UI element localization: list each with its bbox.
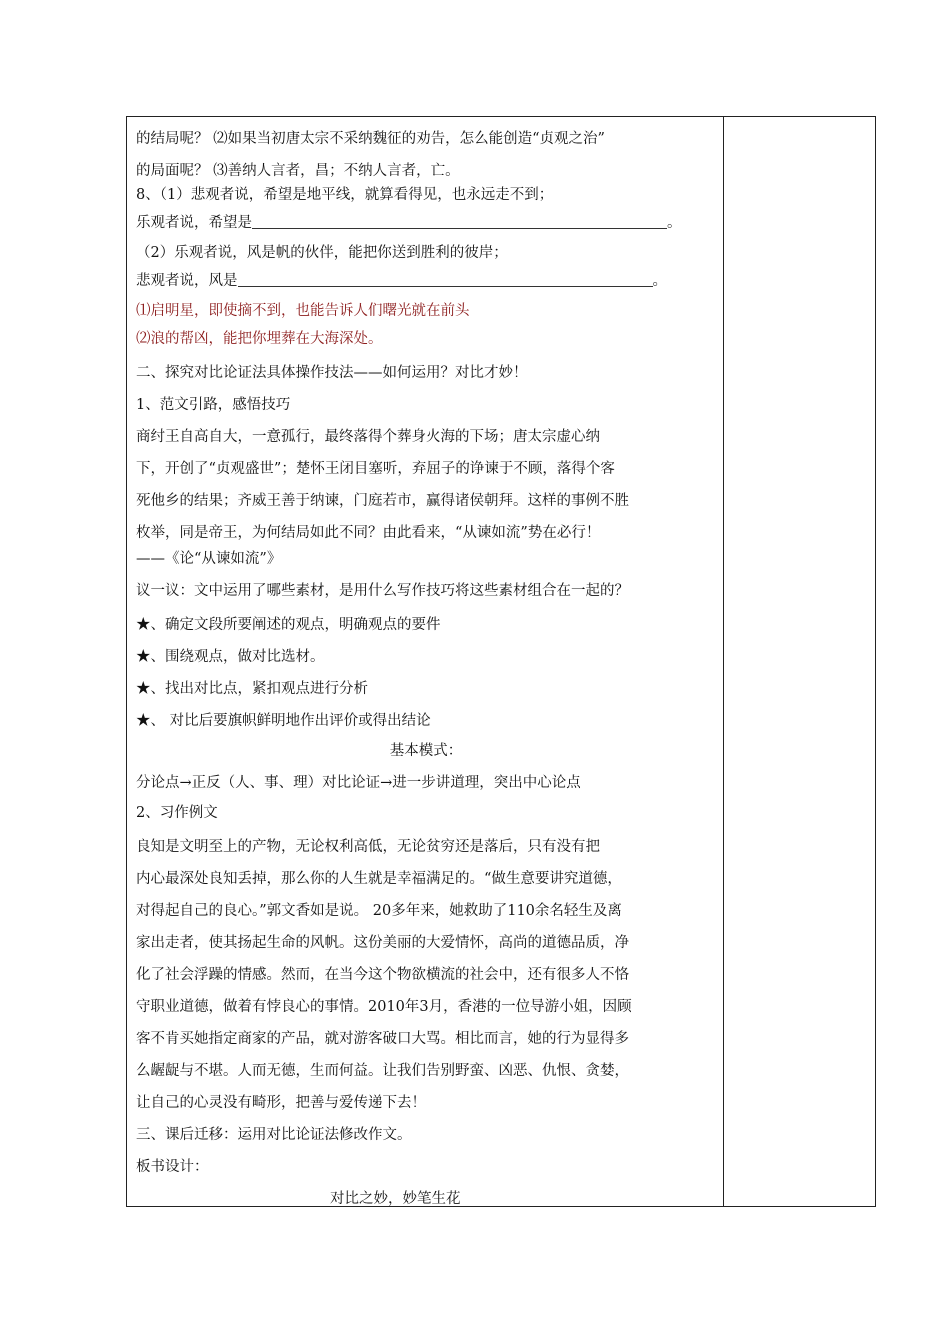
question-8-part-1: 8、（1）悲观者说，希望是地平线，就算看得见，也永远走不到； [136,187,554,203]
text-line: 的结局呢？ ⑵如果当初唐太宗不采纳魏征的劝告，怎么能创造“贞观之治” [136,131,605,147]
subheading-2: 2、习作例文 [136,805,218,821]
text-line: 对得起自己的良心。”郭文香如是说。 20多年来，她救助了110余名轻生及离 [136,903,622,919]
basic-pattern-title: 基本模式： [389,743,463,759]
text-line: 的局面呢？ ⑶善纳人言者，昌；不纳人言者，亡。 [136,163,460,179]
text-line: 死他乡的结果；齐威王善于纳谏，门庭若市，赢得诸侯朝拜。这样的事例不胜 [136,493,629,509]
discussion-prompt: 议一议：文中运用了哪些素材，是用什么写作技巧将这些素材组合在一起的？ [136,583,629,599]
bullet-point: ★、 对比后要旗帜鲜明地作出评价或得出结论 [136,713,431,729]
answer-blank[interactable] [238,271,653,287]
answer-1: ⑴启明星，即使摘不到，也能告诉人们曙光就在前头 [136,303,470,319]
text-line: 么龌龊与不堪。人而无德，生而何益。让我们告别野蛮、凶恶、仇恨、贪婪， [136,1063,629,1079]
subheading-1: 1、范文引路，感悟技巧 [136,397,291,413]
text-line: 化了社会浮躁的情感。然而，在当今这个物欲横流的社会中，还有很多人不恪 [136,967,629,983]
section-2-heading: 二、探究对比论证法具体操作技法——如何运用？对比才妙！ [136,365,528,381]
fill-in-suffix: 。 [652,273,667,289]
text-line: 商纣王自高自大，一意孤行，最终落得个葬身火海的下场；唐太宗虚心纳 [136,429,600,445]
bullet-point: ★、找出对比点，紧扣观点进行分析 [136,681,368,697]
source-citation: ——《论“从谏如流”》 [136,551,282,567]
question-8-part-2: （2）乐观者说，风是帆的伙伴，能把你送到胜利的彼岸； [136,245,508,261]
board-design-title: 对比之妙，妙笔生花 [330,1191,461,1207]
text-line: 内心最深处良知丢掉，那么你的人生就是幸福满足的。“做生意要讲究道德， [136,871,622,887]
fill-in-prefix: 悲观者说，风是 [136,273,238,289]
answer-2: ⑵浪的帮凶，能把你埋葬在大海深处。 [136,331,383,347]
fill-in-line-2 [136,271,667,291]
text-line: 守职业道德，做着有悖良心的事情。2010年3月，香港的一位导游小姐，因顾 [136,999,632,1015]
text-line: 家出走者，使其扬起生命的风帆。这份美丽的大爱情怀，高尚的道德品质，净 [136,935,629,951]
bullet-point: ★、围绕观点，做对比选材。 [136,649,325,665]
fill-in-suffix: 。 [667,215,682,231]
column-divider [723,117,724,1206]
text-line: 下，开创了“贞观盛世”；楚怀王闭目塞听，弃屈子的诤谏于不顾，落得个客 [136,461,615,477]
fill-in-prefix: 乐观者说，希望是 [136,215,252,231]
text-line: 枚举，同是帝王，为何结局如此不同？由此看来，“从谏如流”势在必行！ [136,525,601,541]
section-3-heading: 三、课后迁移：运用对比论证法修改作文。 [136,1127,412,1143]
board-design-label: 板书设计： [136,1159,209,1175]
bullet-point: ★、确定文段所要阐述的观点，明确观点的要件 [136,617,441,633]
text-line: 客不肯买她指定商家的产品，就对游客破口大骂。相比而言，她的行为显得多 [136,1031,629,1047]
fill-in-line-1 [136,213,682,233]
basic-pattern-flow: 分论点→正反（人、事、理）对比论证→进一步讲道理，突出中心论点 [136,775,581,791]
lesson-table [126,116,876,1207]
text-line: 良知是文明至上的产物，无论权利高低，无论贫穷还是落后，只有没有把 [136,839,600,855]
text-line: 让自己的心灵没有畸形，把善与爱传递下去！ [136,1095,426,1111]
answer-blank[interactable] [252,213,667,229]
